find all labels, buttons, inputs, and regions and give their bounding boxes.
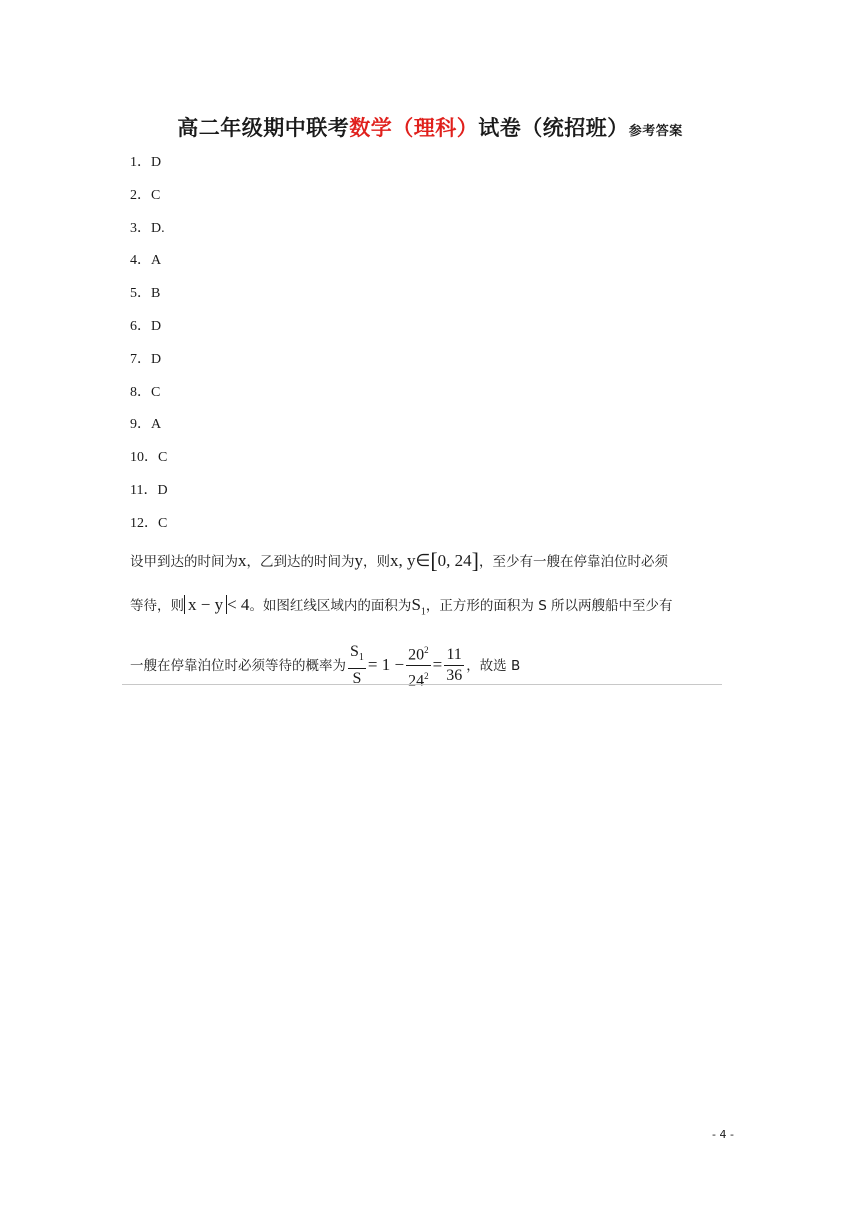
- answer-item: 10．C: [130, 450, 168, 466]
- math-var-y: y: [354, 551, 363, 570]
- s1-base: S: [411, 595, 421, 614]
- title-subject: 数学（理科）: [349, 116, 479, 140]
- text: ，故选 B: [466, 657, 521, 674]
- text: ，乙到达的时间为: [246, 554, 355, 570]
- answer-item: 12．C: [130, 515, 168, 531]
- s1-sub: 1: [420, 606, 426, 618]
- fraction-denominator: S: [352, 670, 362, 688]
- answer-item: 4．A: [130, 253, 162, 269]
- text: 设甲到达的时间为: [130, 554, 238, 570]
- math-inequality: < 4: [227, 595, 250, 614]
- answer-item: 9．A: [130, 417, 162, 433]
- answer-item: 11．D: [130, 482, 168, 498]
- explanation-line-2: [130, 594, 720, 617]
- math-in-symbol: ∈: [415, 551, 431, 570]
- math-equals-one-minus: = 1 −: [367, 654, 405, 674]
- fraction-result: [444, 645, 464, 686]
- page-number: - 4 -: [712, 1128, 734, 1141]
- text: 等待，则: [130, 598, 184, 614]
- page-title: [0, 112, 860, 142]
- fraction-numerator: $20^2$: [406, 640, 431, 666]
- text: 。如图红线区域内的面积为: [249, 598, 412, 614]
- fraction-denominator: $24^2$: [408, 671, 429, 690]
- answer-item: 2．C: [130, 187, 161, 203]
- math-abs-expression: x − y: [184, 595, 227, 614]
- fraction-s1-over-s: [348, 642, 366, 689]
- title-part3: 试卷（统招班）: [478, 116, 629, 140]
- text: ，正方形的面积为 S 所以两艘船中至少有: [425, 598, 673, 614]
- answer-item: 7．D: [130, 351, 162, 367]
- title-suffix: 参考答案: [628, 124, 683, 139]
- answer-item: 5．B: [130, 286, 161, 302]
- answer-item: 1．D: [130, 155, 162, 170]
- explanation-line-1: [130, 548, 720, 574]
- answer-item: 8．C: [130, 384, 161, 400]
- text: 一艘在停靠泊位时必须等待的概率为: [130, 657, 346, 674]
- math-equals: =: [432, 654, 443, 674]
- answer-list: [130, 152, 168, 546]
- math-s1: [411, 595, 426, 618]
- math-var-x: x: [238, 551, 247, 570]
- text: ，则: [363, 554, 390, 570]
- fraction-numerator: 11: [444, 645, 464, 666]
- math-xy: x, y: [390, 551, 416, 570]
- math-bracket-close: ]: [471, 548, 479, 573]
- fraction-numerator: $S_1$: [348, 642, 366, 669]
- answer-item: 3．D.: [130, 220, 165, 236]
- section-divider: [122, 684, 722, 685]
- answer-item: 6．D: [130, 318, 162, 334]
- fraction-denominator: 36: [446, 667, 463, 685]
- title-part1: 高二年级期中联考: [177, 116, 350, 140]
- text: ，至少有一艘在停靠泊位时必须: [478, 554, 668, 570]
- math-interval: 0, 24: [437, 551, 472, 570]
- math-bracket-open: [: [430, 548, 438, 573]
